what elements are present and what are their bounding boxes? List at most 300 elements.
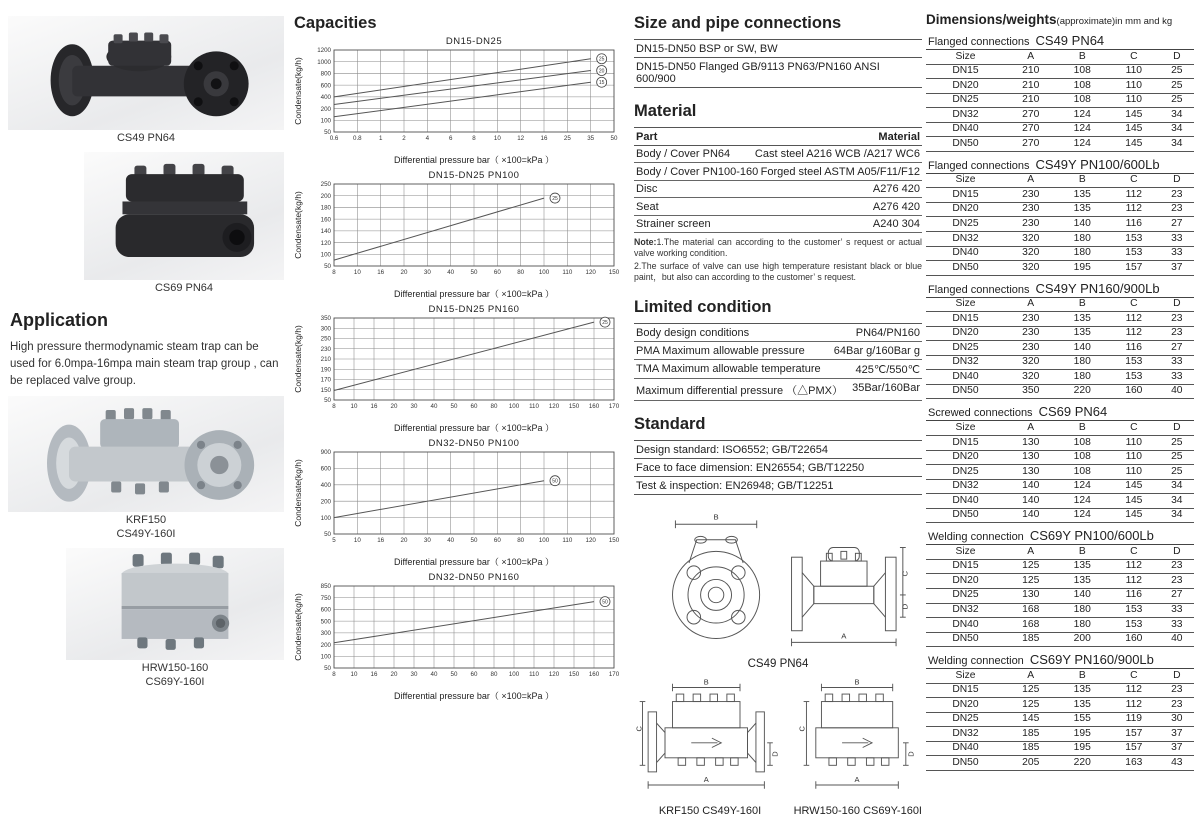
svg-text:140: 140 bbox=[320, 228, 331, 236]
drawing-label-hrw150: HRW150-160 CS69Y-160I bbox=[793, 804, 922, 817]
table-cell: 125 bbox=[1005, 559, 1057, 574]
table-row bbox=[926, 261, 1194, 276]
series-end-marker bbox=[597, 77, 607, 87]
table-cell: 110 bbox=[1108, 450, 1160, 465]
svg-text:0.6: 0.6 bbox=[329, 135, 339, 142]
product-label: CS69 PN64 bbox=[154, 281, 214, 294]
material-part: Body / Cover PN64 bbox=[636, 148, 731, 160]
svg-text:20: 20 bbox=[400, 537, 408, 544]
product-photo-cs69-pn64 bbox=[84, 152, 284, 280]
table-cell: 135 bbox=[1057, 698, 1109, 713]
table-cell: DN25 bbox=[926, 588, 1005, 603]
table-row bbox=[926, 64, 1194, 79]
table-cell: DN15 bbox=[926, 559, 1005, 574]
table-row bbox=[926, 137, 1194, 152]
svg-text:25: 25 bbox=[552, 195, 558, 202]
table-cell: DN40 bbox=[926, 618, 1005, 633]
svg-text:160: 160 bbox=[320, 216, 331, 224]
dim-label-b: B bbox=[854, 677, 860, 687]
series-end-marker bbox=[550, 476, 560, 486]
table-cell: DN15 bbox=[926, 312, 1005, 327]
table-cell: DN32 bbox=[926, 355, 1005, 370]
table-cell: 33 bbox=[1160, 232, 1194, 247]
table-cell: DN15 bbox=[926, 64, 1005, 79]
svg-text:120: 120 bbox=[585, 537, 596, 544]
capacity-chart-slot-4 bbox=[292, 437, 630, 571]
model-name: CS49Y PN160/900Lb bbox=[1035, 280, 1160, 296]
table-cell: 153 bbox=[1108, 246, 1160, 261]
table-row bbox=[926, 370, 1194, 385]
column-header: A bbox=[1005, 50, 1057, 65]
y-axis-label: Condensate(kg/h) bbox=[293, 57, 303, 125]
table-row bbox=[926, 479, 1194, 494]
chart-title: DN15-DN25 bbox=[445, 36, 503, 47]
material-value: Forged steel ASTM A05/F11/F12 bbox=[760, 165, 920, 178]
capacity-chart-slot-2 bbox=[292, 169, 630, 303]
dim-label-a: A bbox=[703, 774, 709, 784]
table-cell: 108 bbox=[1057, 79, 1109, 94]
technical-drawing-hrw150 bbox=[797, 677, 919, 800]
drawing-label-krf150: KRF150 CS49Y-160I bbox=[658, 804, 762, 817]
material-value: A240 304 bbox=[872, 218, 920, 230]
svg-text:500: 500 bbox=[320, 618, 331, 626]
table-cell: 25 bbox=[1160, 79, 1194, 94]
svg-text:120: 120 bbox=[548, 403, 560, 410]
capacity-chart-slot-1 bbox=[292, 35, 630, 169]
table-cell: 157 bbox=[1108, 261, 1160, 276]
product-photo-cs49-pn64 bbox=[8, 16, 284, 130]
table-cell: 112 bbox=[1108, 312, 1160, 327]
svg-text:50: 50 bbox=[470, 537, 478, 544]
model-name: CS49 PN64 bbox=[1035, 33, 1105, 48]
table-cell: 23 bbox=[1160, 683, 1194, 698]
material-part: Seat bbox=[636, 200, 659, 213]
material-part: Disc bbox=[636, 183, 658, 195]
column-header: B bbox=[1057, 173, 1109, 188]
svg-text:50: 50 bbox=[324, 129, 331, 137]
table-cell: 180 bbox=[1057, 232, 1109, 247]
svg-text:50: 50 bbox=[450, 671, 458, 678]
dimensions-table bbox=[926, 650, 1194, 771]
svg-text:300: 300 bbox=[320, 325, 331, 333]
table-row bbox=[926, 618, 1194, 633]
svg-text:6: 6 bbox=[448, 135, 453, 142]
column-header: B bbox=[1057, 297, 1109, 312]
table-cell: 110 bbox=[1108, 79, 1160, 94]
svg-text:10: 10 bbox=[353, 269, 361, 276]
table-cell: 230 bbox=[1005, 312, 1057, 327]
svg-text:180: 180 bbox=[320, 204, 331, 212]
table-cell: 130 bbox=[1005, 465, 1057, 480]
product-label-line1: KRF150 bbox=[125, 514, 167, 527]
standard-list bbox=[634, 440, 922, 495]
svg-text:170: 170 bbox=[608, 403, 620, 410]
limited-value: 64Bar g/160Bar g bbox=[833, 344, 920, 357]
column-header: Size bbox=[926, 50, 1005, 65]
table-header-row bbox=[926, 50, 1194, 65]
series-end-marker bbox=[600, 597, 610, 607]
svg-text:2: 2 bbox=[402, 135, 406, 142]
series-end-marker bbox=[597, 66, 607, 76]
table-cell: 108 bbox=[1057, 450, 1109, 465]
material-row bbox=[634, 216, 922, 234]
x-axis-label: Differential pressure bar（ ×100=kPa ） bbox=[394, 557, 554, 567]
table-cell: 33 bbox=[1160, 370, 1194, 385]
svg-text:20: 20 bbox=[400, 269, 408, 276]
table-row bbox=[926, 632, 1194, 647]
dimensions-table bbox=[926, 526, 1194, 647]
table-cell: DN40 bbox=[926, 494, 1005, 509]
drawing-label-cs49: CS49 PN64 bbox=[747, 657, 809, 670]
chart-title: DN32-DN50 PN100 bbox=[428, 438, 520, 449]
table-row bbox=[926, 355, 1194, 370]
chart-tick-labels bbox=[321, 583, 620, 678]
standard-row: Face to face dimension: EN26554; GB/T12250 bbox=[634, 459, 922, 477]
column-header: B bbox=[1057, 421, 1109, 436]
svg-text:15: 15 bbox=[598, 80, 605, 87]
material-row bbox=[634, 198, 922, 216]
material-col-part: Part bbox=[636, 130, 658, 143]
table-cell: DN50 bbox=[926, 384, 1005, 399]
svg-text:10: 10 bbox=[493, 135, 501, 142]
table-cell: 157 bbox=[1108, 727, 1160, 742]
table-cell: 116 bbox=[1108, 588, 1160, 603]
table-caption bbox=[926, 526, 1194, 544]
table-cell: 23 bbox=[1160, 326, 1194, 341]
table-cell: 110 bbox=[1108, 64, 1160, 79]
svg-text:8: 8 bbox=[332, 269, 336, 276]
table-cell: 153 bbox=[1108, 232, 1160, 247]
table-cell: 180 bbox=[1057, 246, 1109, 261]
svg-text:8: 8 bbox=[332, 671, 336, 678]
column-header: D bbox=[1160, 50, 1194, 65]
connection-type: Flanged connections bbox=[928, 283, 1030, 296]
table-cell: 34 bbox=[1160, 122, 1194, 137]
product-label-line1: HRW150-160 bbox=[141, 661, 209, 674]
table-cell: 124 bbox=[1057, 122, 1109, 137]
svg-text:60: 60 bbox=[493, 537, 501, 544]
table-cell: 124 bbox=[1057, 508, 1109, 523]
table-cell: 37 bbox=[1160, 727, 1194, 742]
table-cell: 34 bbox=[1160, 108, 1194, 123]
svg-text:20: 20 bbox=[390, 403, 398, 410]
table-cell: 124 bbox=[1057, 479, 1109, 494]
table-cell: DN20 bbox=[926, 698, 1005, 713]
series-line bbox=[334, 481, 544, 518]
table-row bbox=[926, 494, 1194, 509]
table-cell: 119 bbox=[1108, 712, 1160, 727]
svg-text:100: 100 bbox=[508, 403, 520, 410]
column-header: D bbox=[1160, 545, 1194, 560]
svg-text:80: 80 bbox=[490, 403, 498, 410]
dim-label-d: D bbox=[770, 751, 780, 757]
column-header: D bbox=[1160, 669, 1194, 684]
table-cell: 30 bbox=[1160, 712, 1194, 727]
svg-text:40: 40 bbox=[430, 671, 438, 678]
table-cell: DN40 bbox=[926, 370, 1005, 385]
table-cell: 230 bbox=[1005, 188, 1057, 203]
table-cell: 112 bbox=[1108, 559, 1160, 574]
svg-text:4: 4 bbox=[425, 135, 430, 142]
table-cell: DN25 bbox=[926, 341, 1005, 356]
table-cell: 320 bbox=[1005, 261, 1057, 276]
table-cell: 145 bbox=[1108, 494, 1160, 509]
table-cell: 27 bbox=[1160, 588, 1194, 603]
table-cell: 116 bbox=[1108, 341, 1160, 356]
technical-drawing-cs49 bbox=[642, 503, 914, 653]
column-header: B bbox=[1057, 50, 1109, 65]
limited-value: 425℃/550℃ bbox=[855, 363, 920, 376]
application-heading: Application bbox=[10, 309, 108, 330]
table-cell: DN20 bbox=[926, 326, 1005, 341]
table-cell: 135 bbox=[1057, 574, 1109, 589]
svg-text:110: 110 bbox=[529, 403, 539, 410]
table-cell: 185 bbox=[1005, 632, 1057, 647]
table-cell: 230 bbox=[1005, 217, 1057, 232]
table-cell: 125 bbox=[1005, 698, 1057, 713]
svg-text:120: 120 bbox=[548, 671, 560, 678]
svg-text:10: 10 bbox=[350, 403, 358, 410]
svg-text:80: 80 bbox=[490, 671, 498, 678]
svg-text:900: 900 bbox=[320, 449, 331, 457]
table-row bbox=[926, 93, 1194, 108]
table-cell: DN32 bbox=[926, 479, 1005, 494]
table-cell: 34 bbox=[1160, 479, 1194, 494]
standard-row: Test & inspection: EN26948; GB/T12251 bbox=[634, 477, 922, 495]
material-header-row bbox=[634, 128, 922, 146]
svg-text:150: 150 bbox=[608, 537, 620, 544]
material-part: Body / Cover PN100-160 bbox=[636, 165, 759, 178]
product-label-line2: CS69Y-160I bbox=[145, 675, 205, 688]
table-cell: 124 bbox=[1057, 494, 1109, 509]
table-row bbox=[926, 574, 1194, 589]
dim-label-a: A bbox=[854, 774, 860, 784]
material-value: Cast steel A216 WCB /A217 WC6 bbox=[754, 148, 920, 160]
svg-text:210: 210 bbox=[320, 356, 331, 364]
column-header: Size bbox=[926, 297, 1005, 312]
svg-text:350: 350 bbox=[320, 315, 331, 323]
table-cell: 135 bbox=[1057, 202, 1109, 217]
table-cell: DN50 bbox=[926, 137, 1005, 152]
table-cell: 180 bbox=[1057, 603, 1109, 618]
table-cell: 33 bbox=[1160, 246, 1194, 261]
material-row bbox=[634, 181, 922, 199]
table-cell: 25 bbox=[1160, 93, 1194, 108]
note-text: 1.The material can according to the customer’ s request or actual valve working condition. bbox=[634, 237, 922, 259]
table-cell: 23 bbox=[1160, 188, 1194, 203]
y-axis-label: Condensate(kg/h) bbox=[293, 593, 303, 661]
table-cell: 145 bbox=[1108, 122, 1160, 137]
table-cell: DN25 bbox=[926, 465, 1005, 480]
table-cell: 270 bbox=[1005, 108, 1057, 123]
table-cell: 180 bbox=[1057, 370, 1109, 385]
table-cell: 124 bbox=[1057, 137, 1109, 152]
column-header: A bbox=[1005, 297, 1057, 312]
table-cell: 34 bbox=[1160, 494, 1194, 509]
svg-text:25: 25 bbox=[602, 319, 608, 326]
connection-type: Welding connection bbox=[928, 531, 1024, 544]
svg-text:100: 100 bbox=[320, 653, 331, 661]
table-cell: DN25 bbox=[926, 712, 1005, 727]
valve-illustration-cs69 bbox=[90, 156, 278, 276]
table-cell: 40 bbox=[1160, 384, 1194, 399]
svg-text:100: 100 bbox=[320, 514, 331, 522]
svg-text:110: 110 bbox=[562, 537, 573, 544]
svg-text:200: 200 bbox=[320, 192, 331, 200]
table-cell: DN25 bbox=[926, 93, 1005, 108]
svg-text:16: 16 bbox=[377, 269, 385, 276]
material-col-material: Material bbox=[878, 130, 920, 143]
table-row bbox=[926, 450, 1194, 465]
limited-list bbox=[634, 323, 922, 401]
svg-text:300: 300 bbox=[320, 630, 331, 638]
svg-text:170: 170 bbox=[608, 671, 620, 678]
table-row bbox=[926, 384, 1194, 399]
table-cell: 43 bbox=[1160, 756, 1194, 771]
capacity-chart-slot-3 bbox=[292, 303, 630, 437]
svg-text:100: 100 bbox=[538, 269, 550, 276]
svg-text:170: 170 bbox=[320, 376, 331, 384]
table-cell: DN32 bbox=[926, 603, 1005, 618]
table-cell: 350 bbox=[1005, 384, 1057, 399]
table-cell: DN50 bbox=[926, 756, 1005, 771]
svg-text:40: 40 bbox=[447, 537, 455, 544]
table-cell: 195 bbox=[1057, 741, 1109, 756]
table-cell: 23 bbox=[1160, 574, 1194, 589]
svg-text:16: 16 bbox=[377, 537, 385, 544]
model-name: CS49Y PN100/600Lb bbox=[1035, 156, 1160, 172]
table-row bbox=[926, 712, 1194, 727]
series-line bbox=[334, 602, 594, 643]
dimensions-title bbox=[926, 12, 1194, 27]
svg-text:150: 150 bbox=[568, 403, 580, 410]
material-heading: Material bbox=[634, 102, 697, 120]
limited-row bbox=[634, 360, 922, 379]
material-row bbox=[634, 163, 922, 181]
table-row bbox=[926, 603, 1194, 618]
table-cell: 130 bbox=[1005, 436, 1057, 451]
table-cell: 23 bbox=[1160, 698, 1194, 713]
table-cell: 230 bbox=[1005, 326, 1057, 341]
table-cell: 320 bbox=[1005, 355, 1057, 370]
capacity-chart bbox=[292, 571, 630, 702]
table-cell: 145 bbox=[1005, 712, 1057, 727]
standard-heading: Standard bbox=[634, 414, 706, 433]
dimensions-data-table bbox=[926, 297, 1194, 400]
table-row bbox=[926, 436, 1194, 451]
table-cell: 168 bbox=[1005, 618, 1057, 633]
column-header: D bbox=[1160, 297, 1194, 312]
svg-text:16: 16 bbox=[370, 671, 378, 678]
dimensions-data-table bbox=[926, 544, 1194, 647]
material-note-2 bbox=[634, 261, 922, 284]
svg-text:30: 30 bbox=[423, 537, 431, 544]
svg-text:50: 50 bbox=[602, 599, 608, 606]
table-cell: 112 bbox=[1108, 574, 1160, 589]
column-header: Size bbox=[926, 669, 1005, 684]
column-header: A bbox=[1005, 173, 1057, 188]
model-name: CS69 PN64 bbox=[1038, 404, 1108, 420]
svg-text:30: 30 bbox=[410, 671, 418, 678]
standard-row: Design standard: ISO6552; GB/T22654 bbox=[634, 441, 922, 459]
svg-text:1: 1 bbox=[378, 135, 383, 142]
table-cell: 110 bbox=[1108, 93, 1160, 108]
table-caption bbox=[926, 279, 1194, 297]
svg-text:250: 250 bbox=[320, 335, 331, 343]
table-cell: 33 bbox=[1160, 355, 1194, 370]
limited-row bbox=[634, 379, 922, 401]
table-cell: DN50 bbox=[926, 632, 1005, 647]
table-cell: 23 bbox=[1160, 202, 1194, 217]
table-cell: DN20 bbox=[926, 79, 1005, 94]
valve-illustration-hrw150 bbox=[75, 551, 275, 657]
table-cell: 130 bbox=[1005, 450, 1057, 465]
drawing-krf150 bbox=[634, 677, 786, 817]
svg-text:600: 600 bbox=[320, 606, 331, 614]
table-cell: DN20 bbox=[926, 202, 1005, 217]
note-text: 2.The surface of valve can use high temperature resistant black or blue paint，but also can according to the customer’ s request. bbox=[634, 260, 922, 283]
product-label bbox=[66, 662, 284, 690]
table-cell: 210 bbox=[1005, 64, 1057, 79]
dimensions-data-table bbox=[926, 49, 1194, 152]
table-cell: 320 bbox=[1005, 370, 1057, 385]
table-cell: 37 bbox=[1160, 741, 1194, 756]
table-cell: 210 bbox=[1005, 79, 1057, 94]
table-row bbox=[926, 559, 1194, 574]
svg-text:120: 120 bbox=[585, 269, 596, 276]
y-axis-label: Condensate(kg/h) bbox=[293, 191, 303, 259]
table-caption bbox=[926, 402, 1194, 420]
table-cell: 220 bbox=[1057, 384, 1109, 399]
table-cell: 153 bbox=[1108, 355, 1160, 370]
svg-text:50: 50 bbox=[324, 397, 331, 405]
table-cell: 33 bbox=[1160, 618, 1194, 633]
table-cell: DN40 bbox=[926, 246, 1005, 261]
svg-text:250: 250 bbox=[320, 181, 331, 189]
table-cell: DN20 bbox=[926, 574, 1005, 589]
table-cell: 40 bbox=[1160, 632, 1194, 647]
chart-grid bbox=[334, 184, 614, 266]
limited-value: PN64/PN160 bbox=[855, 326, 920, 339]
product-label bbox=[8, 514, 284, 542]
svg-text:80: 80 bbox=[517, 537, 525, 544]
svg-text:160: 160 bbox=[588, 671, 600, 678]
chart-tick-labels bbox=[321, 449, 620, 544]
table-cell: 153 bbox=[1108, 370, 1160, 385]
limited-row bbox=[634, 342, 922, 360]
svg-text:50: 50 bbox=[610, 135, 618, 142]
limited-value: 35Bar/160Bar bbox=[852, 381, 920, 394]
table-cell: 140 bbox=[1005, 508, 1057, 523]
table-cell: 145 bbox=[1108, 479, 1160, 494]
table-header-row bbox=[926, 297, 1194, 312]
column-header: C bbox=[1108, 669, 1160, 684]
series-end-marker bbox=[597, 54, 607, 64]
svg-text:160: 160 bbox=[588, 403, 600, 410]
material-value: A276 420 bbox=[872, 200, 920, 213]
svg-text:60: 60 bbox=[470, 671, 478, 678]
table-header-row bbox=[926, 421, 1194, 436]
svg-text:750: 750 bbox=[320, 594, 331, 602]
chart-title: DN15-DN25 PN100 bbox=[428, 170, 520, 181]
table-cell: 125 bbox=[1005, 574, 1057, 589]
table-cell: 124 bbox=[1057, 108, 1109, 123]
svg-text:150: 150 bbox=[320, 386, 331, 394]
capacities-heading: Capacities bbox=[294, 14, 377, 32]
connection-type: Screwed connections bbox=[928, 407, 1033, 420]
drawing-hrw150 bbox=[793, 677, 922, 817]
valve-illustration-krf150 bbox=[26, 399, 266, 509]
